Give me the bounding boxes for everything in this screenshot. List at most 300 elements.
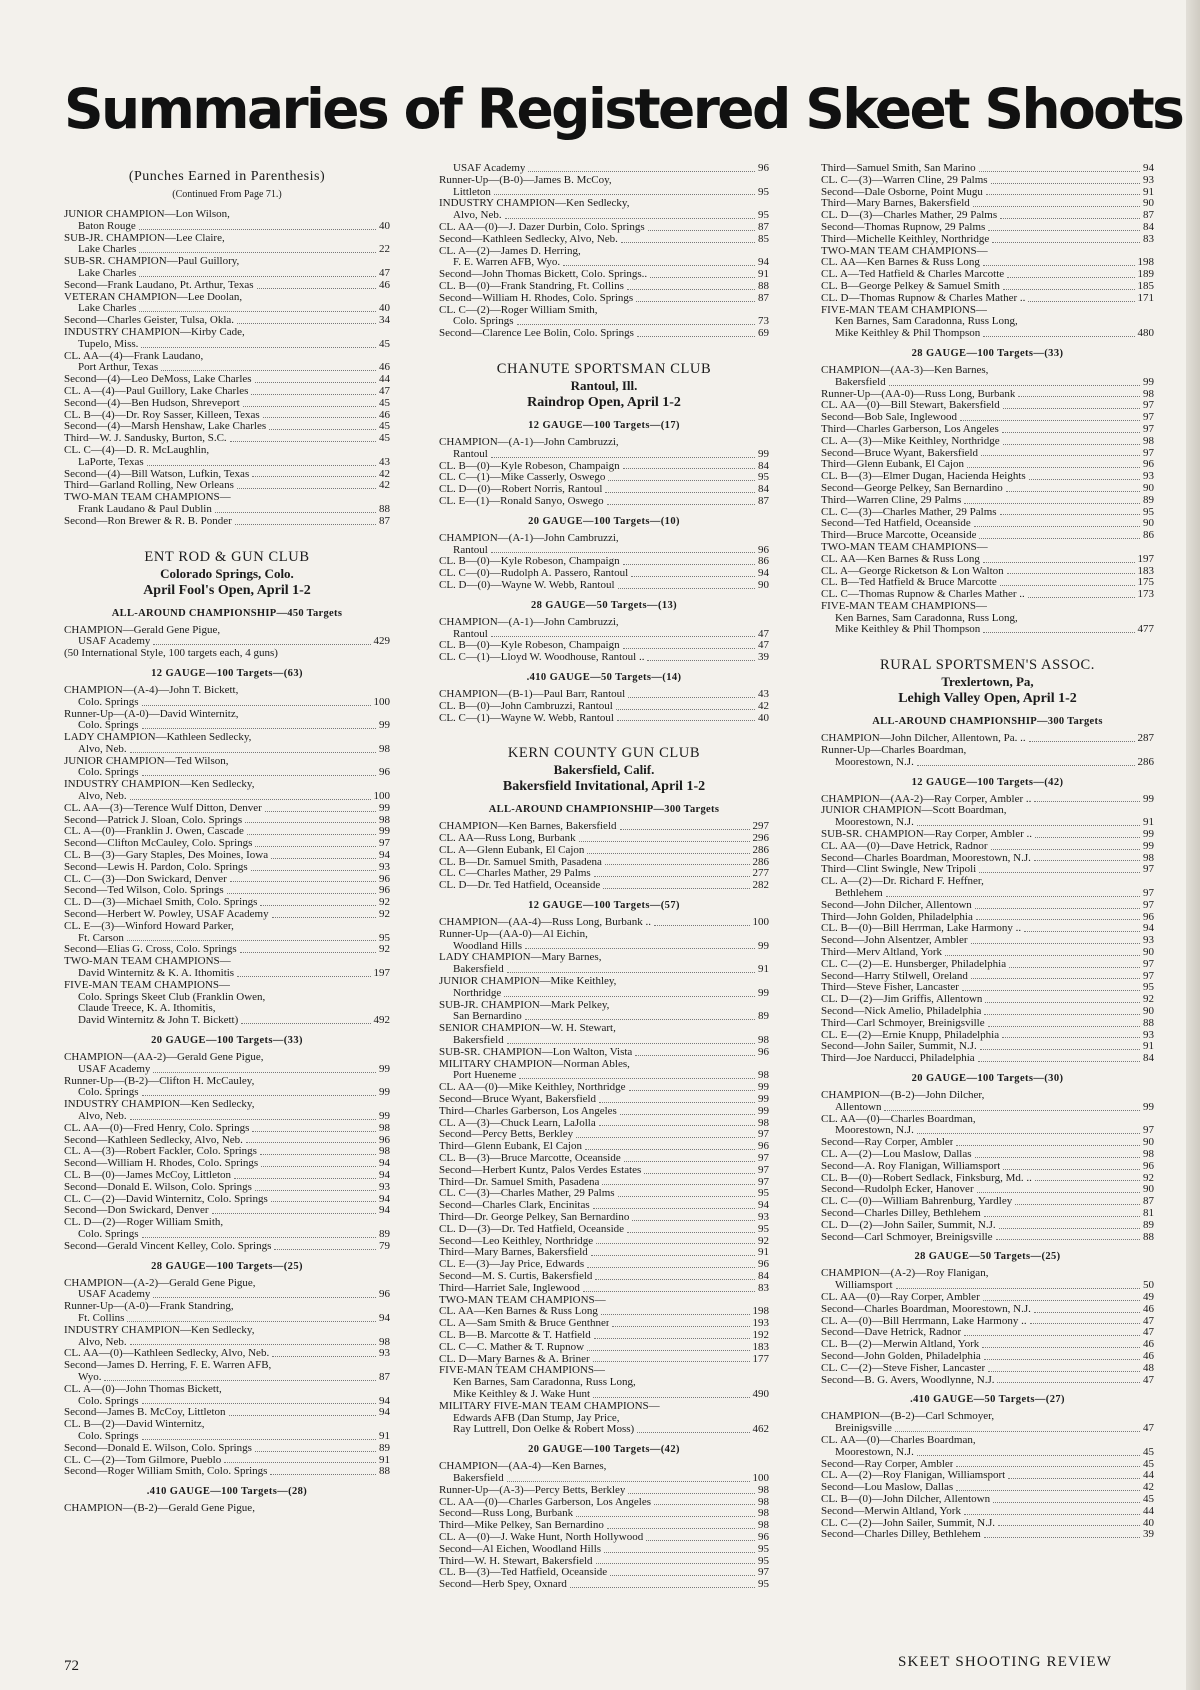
result-line [821, 935, 1154, 947]
result-text: USAF Academy [78, 636, 151, 648]
result-line [821, 876, 1154, 888]
result-line [439, 1082, 769, 1094]
result-line [439, 1461, 769, 1473]
result-line [64, 421, 390, 433]
result-line [439, 1401, 769, 1413]
result-line [439, 1342, 769, 1354]
dot-leader [945, 955, 1140, 956]
result-text: Second—Lewis H. Pardon, Colo. Springs [64, 861, 248, 873]
result-line [64, 268, 390, 280]
score: 84 [758, 460, 769, 472]
result-text: Second—Bruce Wyant, Bakersfield [821, 447, 979, 459]
score: 83 [758, 1282, 769, 1294]
dot-leader [579, 841, 750, 842]
result-line [64, 362, 390, 374]
result-line [64, 244, 390, 256]
result-text: CL. AA—(0)—Ray Corper, Ambler [821, 1291, 980, 1303]
dot-leader [967, 467, 1140, 468]
result-text: Second—William H. Rhodes, Colo. Springs [64, 1158, 259, 1170]
dot-leader [161, 370, 376, 371]
page-number: 72 [64, 1658, 79, 1674]
result-text: Second—Carl Schmoyer, Breinigsville [821, 1231, 993, 1243]
dot-leader [596, 1243, 755, 1244]
dot-leader [491, 636, 755, 637]
result-text: Second—(4)—Bill Watson, Lufkin, Texas [64, 468, 250, 480]
result-line [439, 568, 769, 580]
section-heading: 20 GAUGE—100 Targets—(42) [528, 1444, 680, 1456]
dot-leader [917, 1133, 1140, 1134]
result-line [821, 1006, 1154, 1018]
result-text: Second—Percy Betts, Berkley [439, 1129, 574, 1141]
result-text: TWO-MAN TEAM CHAMPIONS— [64, 492, 231, 504]
result-text: Williamsport [835, 1280, 893, 1292]
result-text: CL. C—(2)—Steve Fisher, Lancaster [821, 1362, 986, 1374]
result-text: Second—Rudolph Ecker, Hanover [821, 1184, 974, 1196]
result-line [64, 956, 390, 968]
result-line [64, 1348, 390, 1360]
dot-leader [591, 1255, 755, 1256]
result-line [439, 1283, 769, 1295]
result-line [439, 1544, 769, 1556]
dot-leader [507, 1043, 755, 1044]
score: 286 [752, 856, 769, 868]
result-line [821, 1411, 1154, 1423]
score: 96 [379, 873, 390, 885]
dot-leader [988, 1026, 1140, 1027]
score: 94 [379, 850, 390, 862]
score: 94 [758, 1200, 769, 1212]
result-text: Ken Barnes, Sam Caradonna, Russ Long, [835, 612, 1018, 624]
score: 88 [379, 1466, 390, 1478]
dot-leader [252, 1131, 376, 1132]
result-text: CHAMPION—(B-2)—John Dilcher, [821, 1090, 985, 1101]
result-line [64, 1313, 390, 1325]
dot-leader [917, 765, 1135, 766]
result-text: CL. B—(2)—David Winternitz, [64, 1419, 205, 1431]
score: 97 [1143, 447, 1154, 459]
result-line [64, 209, 390, 221]
result-text: CL. C—(3)—Charles Mather, 29 Palms [439, 1188, 615, 1200]
result-line [821, 305, 1154, 317]
result-text: INDUSTRY CHAMPION—Kirby Cade, [64, 326, 245, 338]
result-text: JUNIOR CHAMPION—Ted Wilson, [64, 755, 229, 767]
dot-leader [988, 1371, 1140, 1372]
score: 84 [1143, 221, 1154, 233]
result-line [439, 437, 769, 449]
result-text: CHAMPION—(A-2)—Gerald Gene Pigue, [64, 1277, 256, 1289]
score: 47 [1143, 1315, 1154, 1327]
result-line [64, 897, 390, 909]
score: 95 [758, 186, 769, 198]
dot-leader [623, 564, 755, 565]
result-line [439, 941, 769, 953]
score: 87 [379, 1371, 390, 1383]
score: 98 [758, 1070, 769, 1082]
result-text: CHAMPION—(B-2)—Gerald Gene Pigue, [64, 1503, 255, 1515]
score: 99 [1143, 829, 1154, 841]
dot-leader [1024, 931, 1140, 932]
score: 42 [379, 468, 390, 480]
section-heading: ALL-AROUND CHAMPIONSHIP—450 Targets [111, 607, 343, 619]
result-line [439, 175, 769, 187]
result-line [439, 1306, 769, 1318]
result-line [821, 1351, 1154, 1363]
result-line [439, 269, 769, 281]
result-text: Allentown [835, 1101, 882, 1113]
dot-leader [983, 336, 1134, 337]
result-text: Second—Ray Corper, Ambler [821, 1458, 954, 1470]
dot-leader [1003, 1169, 1140, 1170]
result-line [64, 1099, 390, 1111]
result-line [821, 246, 1154, 258]
result-text: Second—John Golden, Philadelphia [821, 1350, 981, 1362]
score: 100 [752, 917, 769, 929]
score: 90 [758, 579, 769, 591]
dot-leader [991, 183, 1140, 184]
dot-leader [983, 265, 1135, 266]
result-text: CL. C—(1)—Mike Casserly, Oswego [439, 472, 606, 484]
score: 429 [373, 636, 390, 648]
dot-leader [229, 1415, 376, 1416]
result-text: CL. C—(2)—David Winternitz, Colo. Springs [64, 1193, 268, 1205]
dot-leader [593, 1361, 750, 1362]
dot-leader [1018, 396, 1140, 397]
dot-leader [595, 1279, 755, 1280]
dot-leader [594, 876, 750, 877]
result-line [439, 1413, 769, 1425]
result-line [821, 1459, 1154, 1471]
score: 96 [1143, 459, 1154, 471]
result-text: Runner-Up—(B-2)—Clifton H. McCauley, [64, 1075, 255, 1087]
score: 94 [379, 1407, 390, 1419]
dot-leader [964, 1514, 1140, 1515]
dot-leader [604, 1552, 755, 1553]
score: 94 [379, 1193, 390, 1205]
dot-leader [979, 538, 1140, 539]
result-text: CL. E—(3)—Winford Howard Parker, [64, 920, 234, 932]
dot-leader [235, 524, 376, 525]
result-line [439, 1556, 769, 1568]
dot-leader [646, 1540, 755, 1541]
result-text: LaPorte, Texas [78, 456, 144, 468]
result-line [821, 805, 1154, 817]
result-line [821, 947, 1154, 959]
score: 93 [1143, 174, 1154, 186]
result-line [821, 829, 1154, 841]
section-heading: (Continued From Page 71.) [172, 189, 282, 200]
score: 89 [1143, 1219, 1154, 1231]
result-line [439, 1011, 769, 1023]
result-line [821, 1435, 1154, 1447]
dot-leader [130, 1344, 376, 1345]
result-line [439, 617, 769, 629]
result-text: INDUSTRY CHAMPION—Ken Sedlecky, [64, 1324, 255, 1336]
dot-leader [984, 1216, 1140, 1217]
score: 40 [1143, 1517, 1154, 1529]
dot-leader [142, 1095, 376, 1096]
result-text: CL. A—(0)—J. Wake Hunt, North Hollywood [439, 1531, 644, 1543]
result-text: Second—Kathleen Sedlecky, Alvo, Neb. [439, 233, 618, 245]
score: 477 [1137, 624, 1154, 636]
result-text: Second—Leo Keithley, Northridge [439, 1235, 594, 1247]
score: 99 [379, 826, 390, 838]
dot-leader [507, 972, 755, 973]
result-text: Third—W. H. Stewart, Bakersfield [439, 1555, 593, 1567]
result-text: Second—Charles Boardman, Moorestown, N.J. [821, 852, 1031, 864]
section-heading: (Punches Earned in Parenthesis) [128, 169, 326, 184]
score: 47 [1143, 1327, 1154, 1339]
dot-leader [620, 1114, 755, 1115]
score: 480 [1137, 328, 1154, 340]
score: 40 [758, 712, 769, 724]
dot-leader [624, 1161, 755, 1162]
section-heading: 12 GAUGE—100 Targets—(63) [151, 667, 303, 679]
score: 42 [758, 700, 769, 712]
score: 185 [1137, 280, 1154, 292]
score: 49 [1143, 1291, 1154, 1303]
score: 93 [1143, 1029, 1154, 1041]
section-heading: Rantoul, Ill. [570, 377, 638, 393]
result-text: CL. A—(0)—Bill Herrmann, Lake Harmony .. [821, 1315, 1027, 1327]
result-line [821, 853, 1154, 865]
score: 99 [379, 720, 390, 732]
score: 90 [1143, 1137, 1154, 1149]
result-text: CL. C—(1)—Lloyd W. Woodhouse, Rantoul .. [439, 652, 645, 664]
result-line [64, 516, 390, 528]
score: 96 [758, 544, 769, 556]
score: 95 [758, 472, 769, 484]
result-line [821, 518, 1154, 530]
result-text: Runner-Up—(A-0)—Frank Standring, [64, 1301, 234, 1313]
result-text: Second—Russ Long, Burbank [439, 1508, 574, 1520]
score: 98 [1143, 435, 1154, 447]
result-text: Second—John Thomas Bickett, Colo. Springs.. [439, 269, 648, 281]
score: 98 [1143, 852, 1154, 864]
result-text: CL. B—(0)—Kyle Robeson, Champaign [439, 556, 620, 568]
result-line [439, 1318, 769, 1330]
dot-leader [884, 1110, 1140, 1111]
dot-leader [237, 323, 376, 324]
result-text: Wyo. [78, 1371, 102, 1383]
result-text: CL. C—Thomas Rupnow & Charles Mather .. [821, 589, 1025, 601]
score: 45 [379, 338, 390, 350]
dot-leader [127, 1321, 376, 1322]
result-line [64, 1289, 390, 1301]
result-text: Port Hueneme [453, 1070, 517, 1082]
score: 94 [379, 1395, 390, 1407]
result-line [439, 821, 769, 833]
score: 45 [1143, 1493, 1154, 1505]
dot-leader [255, 846, 376, 847]
result-text: Ken Barnes, Sam Caradonna, Russ Long, [453, 1377, 636, 1389]
score: 91 [1143, 1041, 1154, 1053]
dot-leader [629, 1090, 755, 1091]
score: 286 [752, 844, 769, 856]
result-text: TWO-MAN TEAM CHAMPIONS— [64, 956, 231, 968]
dot-leader [593, 1208, 755, 1209]
dot-leader [979, 171, 1140, 172]
result-text: Second—Herbert Kuntz, Palos Verdes Estates [439, 1164, 642, 1176]
dot-leader [528, 171, 755, 172]
score: 43 [758, 688, 769, 700]
result-line [821, 1518, 1154, 1530]
result-line [439, 988, 769, 1000]
dot-leader [982, 1347, 1140, 1348]
score: 92 [379, 897, 390, 909]
score: 99 [1143, 793, 1154, 805]
score: 98 [758, 1520, 769, 1532]
result-text: Colo. Springs [78, 1087, 139, 1099]
score: 46 [379, 409, 390, 421]
dot-leader [632, 1220, 755, 1221]
score: 88 [1143, 1017, 1154, 1029]
result-text: Runner-Up—(A-3)—Percy Betts, Berkley [439, 1484, 626, 1496]
result-line [821, 1280, 1154, 1292]
result-line [821, 1494, 1154, 1506]
dot-leader [153, 1072, 376, 1073]
result-line [821, 507, 1154, 519]
dot-leader [247, 834, 376, 835]
dot-leader [576, 1137, 755, 1138]
result-text: Second—Charles Clark, Encinitas [439, 1200, 590, 1212]
dot-leader [1034, 1312, 1140, 1313]
result-text: Second—Clifton McCauley, Colo. Springs [64, 838, 253, 850]
score: 46 [1143, 1339, 1154, 1351]
score: 79 [379, 1240, 390, 1252]
result-text: CL. B—(0)—Frank Standring, Ft. Collins [439, 280, 624, 292]
result-text: Ken Barnes, Sam Caradonna, Russ Long, [835, 316, 1018, 328]
result-text: Second—Roger William Smith, Colo. Springs [64, 1466, 268, 1478]
result-text: CHAMPION—(AA-2)—Ray Corper, Ambler .. [821, 793, 1032, 805]
result-text: CL. A—(0)—Franklin J. Owen, Cascade [64, 826, 244, 838]
result-line [821, 1102, 1154, 1114]
result-text: CL. A—(2)—Roy Flanigan, Williamsport [821, 1470, 1006, 1482]
result-text: Third—Warren Cline, 29 Palms [821, 494, 962, 506]
result-text: CL. A—(3)—Chuck Learn, LaJolla [439, 1117, 596, 1129]
score: 45 [1143, 1446, 1154, 1458]
dot-leader [637, 336, 755, 337]
result-line [64, 779, 390, 791]
result-text: TWO-MAN TEAM CHAMPIONS— [821, 541, 988, 553]
dot-leader [261, 1166, 376, 1167]
dot-leader [627, 289, 755, 290]
result-text: CL. B—(0)—John Dilcher, Allentown [821, 1493, 991, 1505]
dot-leader [1000, 585, 1135, 586]
score: 90 [1143, 947, 1154, 959]
dot-leader [147, 465, 376, 466]
score: 91 [1143, 186, 1154, 198]
result-line [821, 1041, 1154, 1053]
score: 99 [758, 1082, 769, 1094]
result-line [821, 210, 1154, 222]
result-text: MILITARY FIVE-MAN TEAM CHAMPIONS— [439, 1400, 660, 1412]
column-1 [64, 163, 390, 1515]
result-text: CL. AA—(0)—Bill Stewart, Bakersfield [821, 400, 1000, 412]
score: 40 [379, 303, 390, 315]
result-text: CL. A—(4)—Paul Guillory, Lake Charles [64, 385, 249, 397]
dot-leader [650, 277, 755, 278]
result-text: LADY CHAMPION—Kathleen Sedlecky, [64, 732, 252, 744]
result-line [64, 1015, 390, 1027]
result-line [439, 1188, 769, 1200]
result-line [821, 1173, 1154, 1185]
result-line [64, 1337, 390, 1349]
dot-leader [984, 1014, 1140, 1015]
result-line [439, 857, 769, 869]
dot-leader [142, 1439, 376, 1440]
dot-leader [636, 301, 755, 302]
result-line [821, 1304, 1154, 1316]
result-line [64, 744, 390, 756]
result-line [821, 1470, 1154, 1482]
result-line [821, 566, 1154, 578]
result-line [64, 1325, 390, 1337]
result-line [821, 198, 1154, 210]
result-line [64, 1360, 390, 1372]
result-text: Second—James D. Herring, F. E. Warren AFB, [64, 1360, 272, 1372]
dot-leader [263, 417, 376, 418]
score: 84 [758, 484, 769, 496]
score: 45 [1143, 1458, 1154, 1470]
result-text: CL. A—Sam Smith & Bruce Genthner [439, 1318, 610, 1330]
result-text: Moorestown, N.J. [835, 756, 914, 768]
result-line [439, 305, 769, 317]
score: 47 [758, 628, 769, 640]
result-text: Bakersfield [453, 1035, 504, 1047]
dot-leader [1035, 1180, 1140, 1181]
result-line [439, 533, 769, 545]
result-text: Colo. Springs [78, 696, 139, 708]
dot-leader [1007, 277, 1134, 278]
score: 91 [758, 1247, 769, 1259]
dot-leader [988, 230, 1140, 231]
dot-leader [587, 1267, 755, 1268]
result-line [439, 187, 769, 199]
result-text: CL. AA—Russ Long, Burbank [439, 833, 576, 845]
result-line [439, 1354, 769, 1366]
result-line [64, 720, 390, 732]
result-line [64, 1466, 390, 1478]
result-line [439, 1271, 769, 1283]
column-2 [439, 163, 769, 1591]
dot-leader [270, 1474, 376, 1475]
dot-leader [599, 1125, 755, 1126]
score: 96 [1143, 1160, 1154, 1172]
result-text: Second—James B. McCoy, Littleton [64, 1407, 226, 1419]
score: 98 [379, 1122, 390, 1134]
result-line [439, 1106, 769, 1118]
result-line [64, 1372, 390, 1384]
section-heading: April Fool's Open, April 1-2 [143, 582, 311, 598]
result-line [439, 1212, 769, 1224]
result-line [821, 1030, 1154, 1042]
dot-leader [620, 829, 750, 830]
result-line [64, 1182, 390, 1194]
result-text: Third—Charles Garberson, Los Angeles [439, 1105, 617, 1117]
score: 95 [758, 210, 769, 222]
dot-leader [627, 1232, 755, 1233]
result-text: Second—Frank Laudano, Pt. Arthur, Texas [64, 279, 254, 291]
section-heading: 28 GAUGE—50 Targets—(25) [914, 1251, 1061, 1263]
score: 297 [752, 821, 769, 833]
dot-leader [886, 896, 1140, 897]
score: 94 [379, 1158, 390, 1170]
result-text: FIVE-MAN TEAM CHAMPIONS— [821, 304, 988, 316]
result-line [821, 1316, 1154, 1328]
result-line [821, 733, 1154, 745]
score: 88 [758, 280, 769, 292]
dot-leader [491, 552, 755, 553]
